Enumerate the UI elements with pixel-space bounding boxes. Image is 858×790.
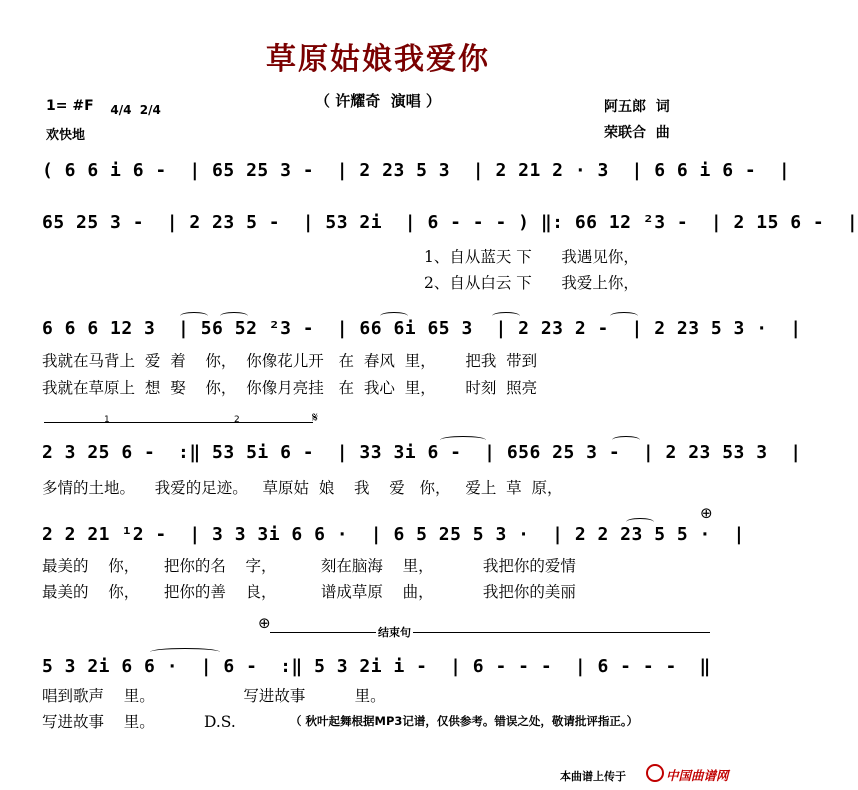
slur-mark	[380, 312, 408, 320]
slur-mark	[612, 436, 640, 444]
notation-row-5: 2 2 21 ¹2 - | 3 3 3i 6 6 · | 6 5 25 5 3 · | 2 2 23 5 5 · |	[42, 524, 745, 545]
site-logo-icon	[646, 764, 664, 782]
lyric-row-5-verse-1: 最美的 你， 把你的名 字， 刻在脑海 里， 我把你的爱情	[42, 557, 576, 575]
notation-row-1: ( 6 6 i 6 - | 65 25 3 - | 2 23 5 3 | 2 21 2 · 3 | 6 6 i 6 - |	[42, 160, 791, 181]
notation-row-2: 65 25 3 - | 2 23 5 - | 53 2i | 6 - - - ) ‖: 66 12 ²3 - | 2 15 6 - |	[42, 212, 858, 233]
coda-icon: ⊕	[700, 504, 713, 522]
lyric-row-5-verse-2: 最美的 你， 把你的善 良， 谱成草原 曲， 我把你的美丽	[42, 583, 576, 601]
song-title: 草原姑娘我爱你	[266, 42, 490, 77]
tempo-marking: 欢快地	[46, 128, 86, 143]
singer-credit: （ 许耀奇 演唱 ）	[315, 92, 441, 110]
notation-row-6: 5 3 2i 6 6 · | 6 - :‖ 5 3 2i i - | 6 - - - | 6 - - - ‖	[42, 656, 711, 677]
lyric-row-2-verse-2: 2、自从白云 下 我爱上你，	[424, 274, 639, 292]
transcription-note: （ 秋叶起舞根据MP3记谱，仅供参考。错误之处，敬请批评指正。）	[290, 714, 639, 728]
ending-bracket	[270, 632, 710, 633]
coda-icon: ⊕	[258, 614, 271, 632]
slur-mark	[150, 648, 220, 656]
time-signature	[102, 94, 161, 117]
slur-mark	[610, 312, 638, 320]
slur-mark	[440, 436, 486, 444]
lyric-row-4: 多情的土地。 我爱的足迹。 草原姑 娘 我 爱 你， 爱上 草 原，	[42, 479, 563, 497]
key-signature: 1= #F	[46, 98, 94, 114]
site-name[interactable]: 中国曲谱网	[666, 768, 729, 783]
second-ending-number: 2	[234, 415, 240, 425]
lyric-row-3-verse-1: 我就在马背上 爱 着 你， 你像花儿开 在 春风 里， 把我 带到	[42, 352, 538, 370]
composer-credit: 荣联合 曲	[604, 125, 670, 141]
slur-mark	[492, 312, 520, 320]
lyric-row-6-verse-1: 唱到歌声 里。 写进故事 里。	[42, 687, 386, 705]
second-ending-bracket	[180, 422, 313, 423]
notation-row-4: 2 3 25 6 - :‖ 53 5i 6 - | 33 3i 6 - | 656 25 3 - | 2 23 53 3 |	[42, 442, 802, 463]
first-ending-bracket	[44, 422, 181, 423]
slur-mark	[220, 312, 248, 320]
upload-text: 本曲谱上传于	[560, 770, 626, 783]
slur-mark	[180, 312, 208, 320]
first-ending-number: 1	[104, 415, 110, 425]
lyric-row-2-verse-1: 1、自从蓝天 下 我遇见你，	[424, 248, 639, 266]
segno-icon: 𝄋	[312, 410, 319, 426]
lyric-row-3-verse-2: 我就在草原上 想 娶 你， 你像月亮挂 在 我心 里， 时刻 照亮	[42, 379, 538, 397]
lyricist-credit: 阿五郎 词	[604, 99, 670, 115]
lyric-row-6-verse-2: 写进故事 里。 D.S.	[42, 713, 236, 731]
ending-label: 结束句	[378, 626, 411, 639]
slur-mark	[626, 518, 654, 526]
time-signature-text: 4/4 2/4	[110, 103, 161, 117]
notation-row-3: 6 6 6 12 3 | 56 52 ²3 - | 66 6i 65 3 | 2 23 2 - | 2 23 5 3 · |	[42, 318, 802, 339]
